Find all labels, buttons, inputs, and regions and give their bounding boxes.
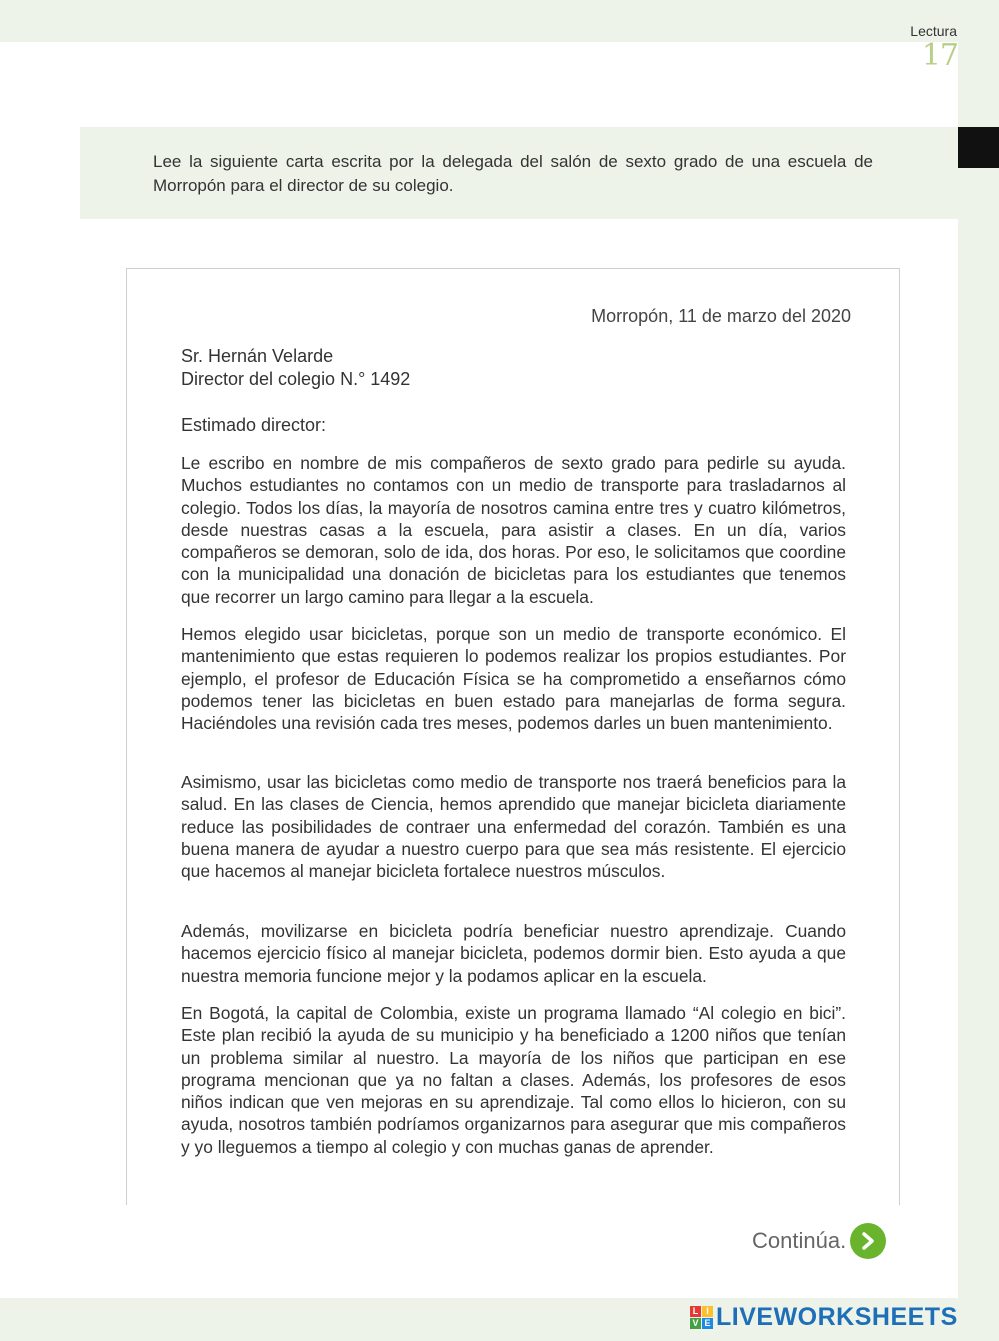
chevron-right-icon (860, 1232, 876, 1250)
logo-letter: I (702, 1306, 713, 1317)
letter-recipient (181, 345, 681, 390)
letter-paragraph: Le escribo en nombre de mis compañeros de sexto grado para pedirle su ayuda. Muchos estudiantes no contamos con un medio de transporte para trasladarnos al colegio. Todos los días, la mayoría de nosotros camina entre tres y cuatro kilómetros, desde nuestras casas a la escuela, para asistir a clases. En un día, varios compañeros se demoran, solo de ida, dos horas. Por eso, le solicitamos que coordine con la municipalidad una donación de bicicletas para los estudiantes que tenemos que recorrer un largo camino para llegar a la escuela. (181, 453, 846, 607)
right-margin-band (958, 0, 999, 1341)
letter-paragraph: Además, movilizarse en bicicleta podría beneficiar nuestro aprendizaje. Cuando hacemos ejercicio físico al manejar bicicleta, podemos dormir bien. Esto ayuda a que nuestra memoria funcione mejor y la podamos aplicar en la escuela. (181, 921, 846, 986)
logo-letter: E (702, 1318, 713, 1329)
letter-paragraph: En Bogotá, la capital de Colombia, existe un programa llamado “Al colegio en bici”. Este plan recibió la ayuda de su municipio y ha beneficiado a 1200 niños que tenían un problema similar al nuestro. La mayoría de los niños que participan en ese programa mencionan que ya no faltan a clases. Además, los profesores de esos niños indican que ven mejoras en su aprendizaje. Tal como ellos lo hicieron, con su ayuda, nosotros también podríamos organizarnos para asegurar que mis compañeros y yo lleguemos a tiempo al colegio y con muchas ganas de aprender. (181, 1003, 846, 1157)
section-tab (958, 127, 999, 168)
continue-link[interactable] (752, 1224, 886, 1258)
logo-letter: V (690, 1318, 701, 1329)
section-number: 17 (921, 38, 958, 73)
letter-greeting: Estimado director: (181, 415, 327, 435)
letter-paragraph: Hemos elegido usar bicicletas, porque son un medio de transporte económico. El mantenimiento que estas requieren lo podemos realizar los propios estudiantes. Por ejemplo, el profesor de Educación Física se ha comprometido a enseñarnos cómo podemos tener las bicicletas en buen estado para manejarlas de forma segura. Haciéndoles una revisión cada tres meses, podemos darles un buen mantenimiento. (181, 624, 846, 734)
top-band (0, 0, 999, 42)
section-label: Lectura (910, 23, 957, 39)
instruction-text: Lee la siguiente carta escrita por la delegada del salón de sexto grado de una escuela de Morropón para el director de su colegio. (153, 152, 873, 195)
continue-button[interactable] (850, 1223, 886, 1259)
recipient-title: Director del colegio N.° 1492 (181, 368, 411, 389)
letter-date: Morropón, 11 de marzo del 2020 (591, 306, 851, 326)
instruction-box (80, 127, 958, 219)
logo-letter: L (690, 1306, 701, 1317)
liveworksheets-logo-icon (690, 1306, 713, 1329)
brand-name: LIVEWORKSHEETS (716, 1302, 958, 1331)
liveworksheets-brand (690, 1303, 958, 1331)
continue-label: Continúa. (752, 1228, 847, 1253)
recipient-name: Sr. Hernán Velarde (181, 346, 334, 366)
letter-paragraph: Asimismo, usar las bicicletas como medio de transporte nos traerá beneficios para la salud. En las clases de Ciencia, hemos aprendido que manejar bicicleta diariamente reduce las posibilidades de contraer una enfermedad del corazón. También es una buena manera de ayudar a nuestro cuerpo para que sea más resistente. El ejercicio que hacemos al manejar bicicleta fortalece nuestros músculos. (181, 772, 846, 882)
